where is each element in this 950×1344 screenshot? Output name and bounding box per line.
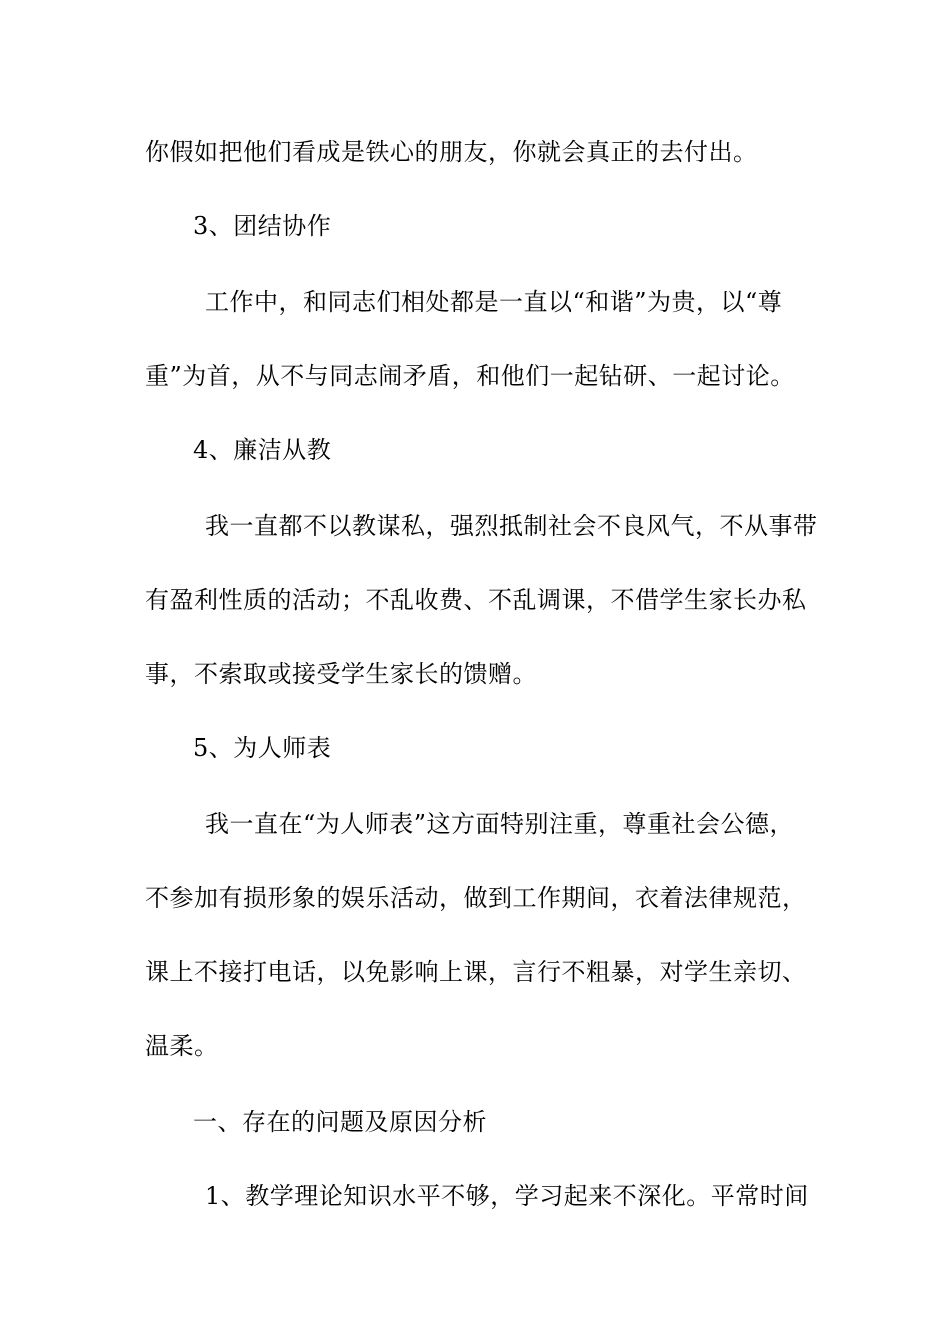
paragraph-line: 课上不接打电话，以免影响上课，言行不粗暴，对学生亲切、 — [145, 958, 807, 986]
paragraph-line: 1、教学理论知识水平不够，学习起来不深化。平常时间 — [205, 1182, 809, 1210]
paragraph-line: 事，不索取或接受学生家长的馈赠。 — [145, 660, 537, 688]
paragraph-line: 不参加有损形象的娱乐活动，做到工作期间，衣着法律规范， — [145, 884, 807, 912]
section-heading: 一、存在的问题及原因分析 — [193, 1108, 487, 1136]
paragraph-line: 你假如把他们看成是铁心的朋友，你就会真正的去付出。 — [145, 138, 758, 166]
paragraph-line: 有盈利性质的活动；不乱收费、不乱调课，不借学生家长办私 — [145, 586, 807, 614]
paragraph-line: 温柔。 — [145, 1032, 219, 1060]
section-heading: 5、为人师表 — [193, 734, 332, 762]
paragraph-line: 工作中，和同志们相处都是一直以“和谐”为贵，以“尊 — [205, 288, 783, 316]
paragraph-line: 我一直在“为人师表”这方面特别注重，尊重社会公德， — [205, 810, 795, 838]
paragraph-line: 我一直都不以教谋私，强烈抵制社会不良风气，不从事带 — [205, 512, 818, 540]
section-heading: 4、廉洁从教 — [193, 436, 332, 464]
section-heading: 3、团结协作 — [193, 212, 332, 240]
paragraph-line: 重”为首，从不与同志闹矛盾，和他们一起钻研、一起讨论。 — [145, 362, 795, 390]
